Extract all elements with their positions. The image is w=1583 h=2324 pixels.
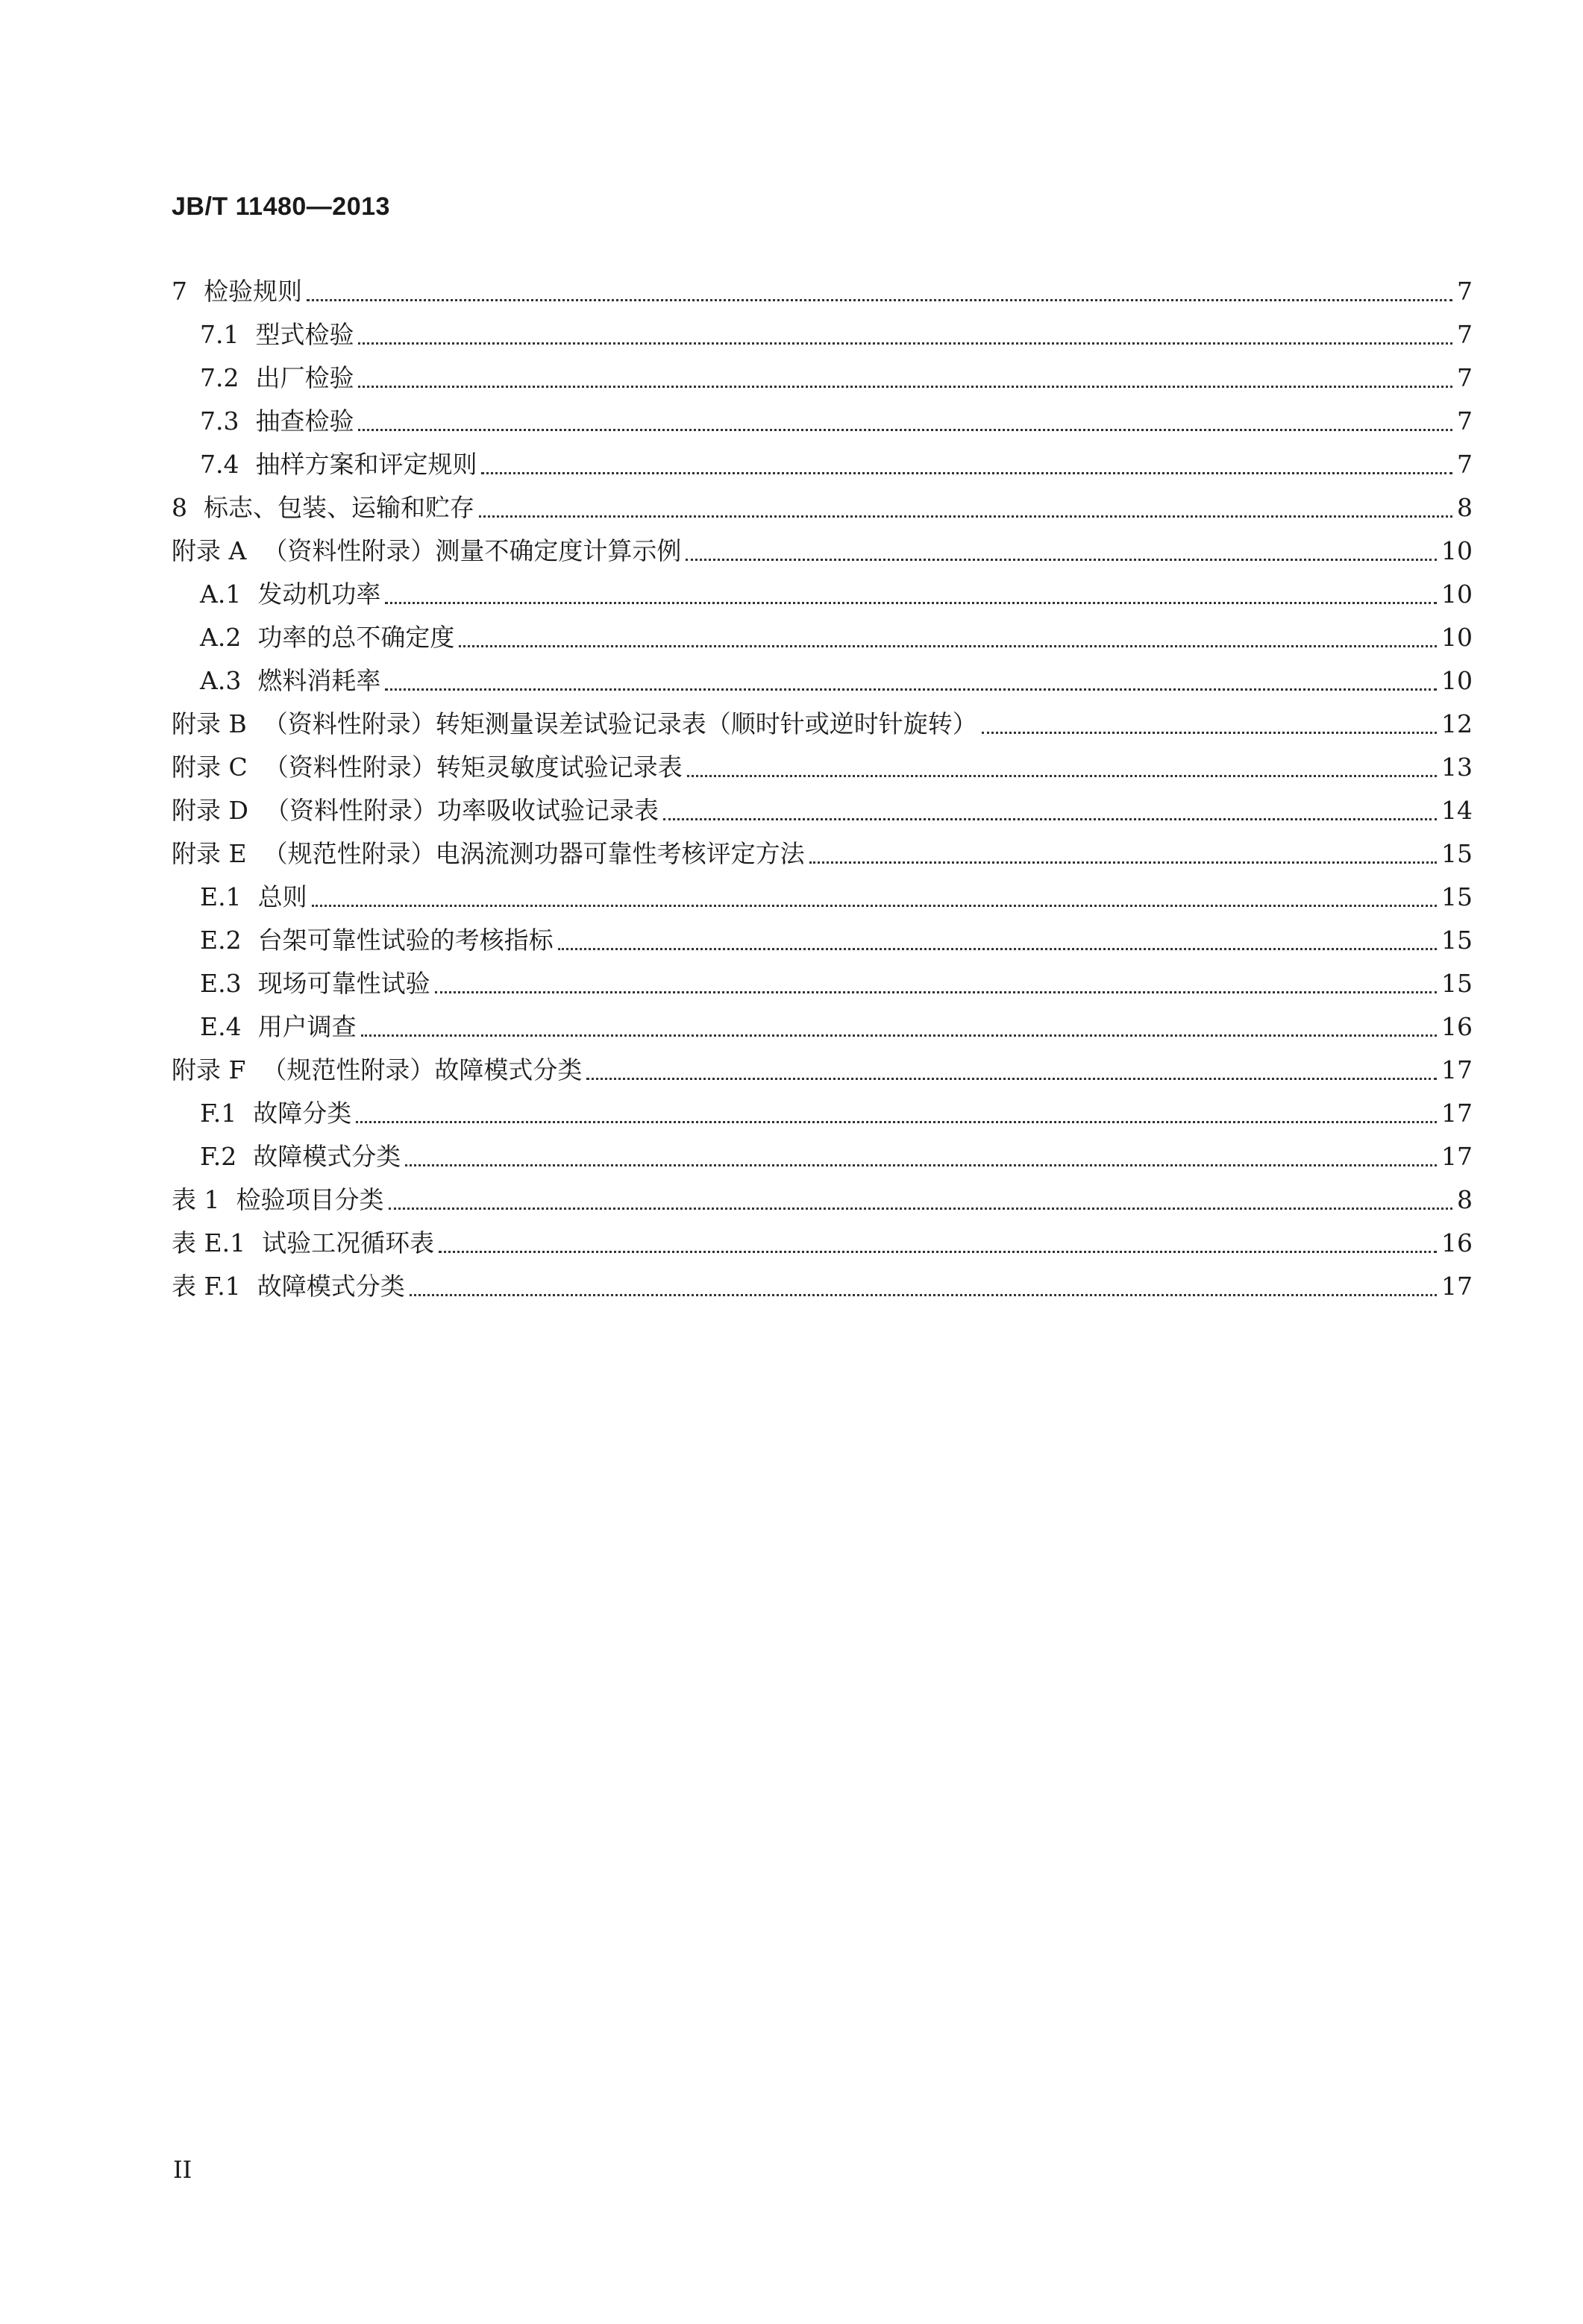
toc-entry-title: （资料性附录）转矩灵敏度试验记录表 [263,753,683,782]
toc-entry-page: 10 [1441,623,1473,652]
toc-entry-page: 17 [1441,1055,1473,1084]
toc-entry-a-3[interactable] [200,659,1473,703]
dot-leader [459,644,1437,647]
toc-entry-title: 故障模式分类 [257,1272,405,1301]
toc-entry-title: 总则 [257,882,307,911]
toc-entry-title: 用户调查 [257,1012,357,1041]
toc-entry-number: 表 E.1 [172,1228,246,1257]
toc-entry-page: 16 [1441,1012,1473,1041]
page-number: II [173,2155,192,2184]
toc-entry-title: 抽查检验 [255,406,354,436]
toc-entry-appendix-b[interactable] [172,703,1473,746]
toc-entry-page: 7 [1457,277,1473,306]
standard-code: JB/T 11480—2013 [172,192,390,221]
dot-leader [389,1207,1453,1210]
toc-entry-page: 10 [1441,536,1473,565]
toc-entry-number: 附录 C [172,753,248,782]
toc-entry-e-3[interactable] [200,962,1473,1005]
toc-entry-page: 17 [1441,1099,1473,1128]
toc-entry-title: 标志、包装、运输和贮存 [204,493,474,522]
toc-entry-number: A.1 [200,580,242,609]
dot-leader [358,342,1452,345]
toc-entry-title: 试验工况循环表 [262,1228,435,1257]
toc-entry-page: 12 [1441,709,1473,738]
dot-leader [809,861,1437,864]
toc-entry-appendix-a[interactable] [172,530,1473,573]
toc-entry-page: 8 [1457,493,1473,522]
toc-entry-number: 7 [172,277,187,306]
dot-leader [687,774,1437,777]
toc-entry-title: 现场可靠性试验 [257,969,430,998]
toc-entry-table-f-1[interactable] [172,1265,1473,1308]
toc-entry-e-4[interactable] [200,1005,1473,1049]
dot-leader [405,1163,1437,1166]
toc-entry-7-2[interactable] [200,357,1473,400]
toc-entry-f-2[interactable] [200,1135,1473,1178]
toc-entry-page: 15 [1441,969,1473,998]
toc-entry-page: 8 [1457,1185,1473,1214]
dot-leader [358,385,1452,388]
toc-entry-number: 7.3 [200,406,239,436]
toc-entry-number: A.2 [200,623,242,652]
toc-entry-page: 7 [1457,406,1473,436]
toc-entry-7-4[interactable] [200,443,1473,486]
toc-entry-title: （资料性附录）功率吸收试验记录表 [264,796,659,825]
toc-entry-number: F.1 [200,1099,237,1128]
toc-entry-number: 8 [172,493,187,522]
dot-leader [385,688,1437,691]
toc-entry-number: 7.4 [200,450,239,479]
toc-entry-table-e-1[interactable] [172,1222,1473,1265]
dot-leader [410,1293,1437,1296]
toc-entry-7[interactable] [172,270,1473,313]
toc-entry-7-3[interactable] [200,400,1473,443]
toc-entry-number: 附录 A [172,536,247,565]
dot-leader [312,904,1437,907]
toc-entry-7-1[interactable] [200,313,1473,357]
dot-leader [686,558,1437,561]
toc-entry-title: 故障分类 [253,1099,352,1128]
toc-entry-title: 燃料消耗率 [257,666,381,695]
toc-entry-8[interactable] [172,486,1473,530]
dot-leader [435,990,1437,993]
toc-entry-number: 附录 D [172,796,248,825]
dot-leader [479,515,1452,518]
toc-entry-e-2[interactable] [200,919,1473,962]
toc-entry-number: 7.1 [200,320,239,349]
toc-entry-page: 17 [1441,1272,1473,1301]
toc-entry-title: （规范性附录）电涡流测功器可靠性考核评定方法 [263,839,805,868]
toc-entry-page: 7 [1457,363,1473,392]
toc-entry-a-1[interactable] [200,573,1473,616]
dot-leader [586,1077,1437,1080]
toc-entry-number: E.4 [200,1012,242,1041]
toc-entry-title: 出厂检验 [255,363,354,392]
dot-leader [982,731,1437,734]
toc-entry-title: （资料性附录）转矩测量误差试验记录表（顺时针或逆时针旋转） [263,709,977,738]
dot-leader [358,428,1452,431]
dot-leader [307,298,1452,301]
toc-entry-number: 附录 E [172,839,247,868]
toc-entry-table-1[interactable] [172,1178,1473,1222]
dot-leader [481,471,1452,474]
toc-entry-page: 15 [1441,839,1473,868]
toc-entry-number: E.2 [200,926,242,955]
toc-entry-number: E.3 [200,969,242,998]
toc-entry-appendix-c[interactable] [172,746,1473,789]
toc-entry-appendix-d[interactable] [172,789,1473,832]
toc-entry-page: 10 [1441,580,1473,609]
toc-entry-page: 15 [1441,926,1473,955]
toc-entry-number: F.2 [200,1142,237,1171]
toc-entry-title: 检验项目分类 [236,1185,384,1214]
dot-leader [385,601,1437,604]
toc-entry-number: 附录 F [172,1055,246,1084]
toc-entry-title: 台架可靠性试验的考核指标 [257,926,554,955]
dot-leader [361,1034,1437,1037]
toc-entry-number: 附录 B [172,709,247,738]
toc-entry-title: 故障模式分类 [253,1142,401,1171]
toc-entry-number: 表 1 [172,1185,220,1214]
toc-entry-page: 16 [1441,1228,1473,1257]
toc-entry-page: 7 [1457,320,1473,349]
toc-entry-f-1[interactable] [200,1092,1473,1135]
toc-entry-number: 表 F.1 [172,1272,241,1301]
dot-leader [356,1120,1437,1123]
toc-entry-title: 发动机功率 [257,580,381,609]
toc-entry-title: （规范性附录）故障模式分类 [262,1055,583,1084]
dot-leader [439,1250,1437,1253]
toc-entry-e-1[interactable] [200,876,1473,919]
toc-entry-page: 7 [1457,450,1473,479]
toc-entry-a-2[interactable] [200,616,1473,659]
toc-entry-number: E.1 [200,882,242,911]
toc-entry-page: 15 [1441,882,1473,911]
toc-entry-title: 功率的总不确定度 [257,623,455,652]
toc-entry-appendix-f[interactable] [172,1049,1473,1092]
toc-entry-page: 13 [1441,753,1473,782]
toc-entry-title: 型式检验 [255,320,354,349]
dot-leader [558,947,1437,950]
toc-entry-page: 17 [1441,1142,1473,1171]
toc-entry-title: 抽样方案和评定规则 [255,450,477,479]
dot-leader [663,817,1437,820]
toc-entry-title: （资料性附录）测量不确定度计算示例 [263,536,682,565]
toc-entry-title: 检验规则 [204,277,302,306]
toc-entry-number: A.3 [200,666,242,695]
toc-entry-page: 10 [1441,666,1473,695]
toc-entry-number: 7.2 [200,363,239,392]
toc-entry-appendix-e[interactable] [172,832,1473,876]
toc-entry-page: 14 [1441,796,1473,825]
